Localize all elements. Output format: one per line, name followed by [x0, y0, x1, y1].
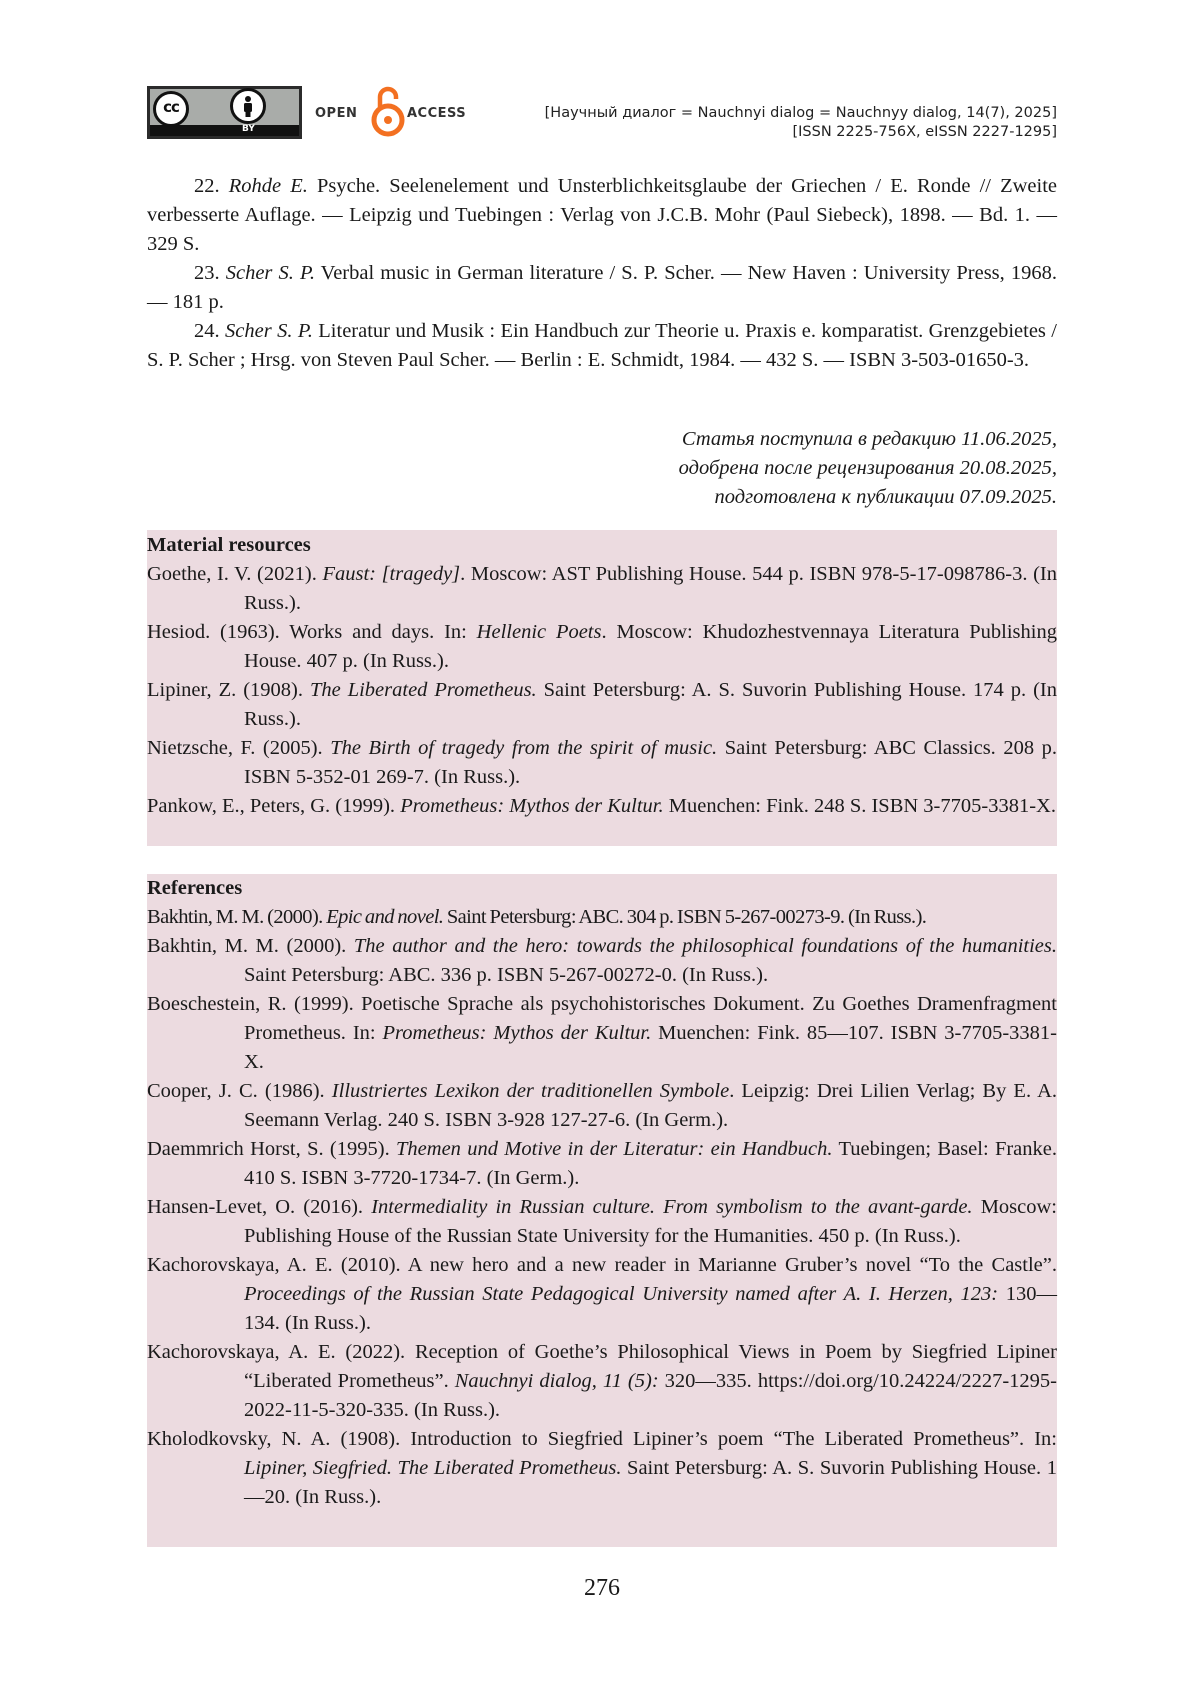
reference-entry: 24. Scher S. P. Literatur und Musik : Ein Handbuch zur Theorie u. Praxis e. komparatist. Grenzgebietes / S. P. Scher ; Hrsg. von Steven Paul Scher. — Berlin : E. Schmidt, 1984. — 432 S. — ISBN 3-503-01650-3. — [147, 320, 1057, 371]
access-label: ACCESS — [407, 106, 467, 121]
received-date: Статья поступила в редакцию 11.06.2025, — [681, 428, 1057, 450]
material-entry: Hesiod. (1963). Works and days. In: Hellenic Poets. Moscow: Khudozhestvennaya Literatura Publishing House. 407 p. (In Russ.). — [147, 621, 1057, 672]
cc-by-license-badge[interactable] — [147, 86, 302, 139]
prepared-date: подготовлена к публикации 07.09.2025. — [714, 486, 1057, 508]
reference-item: Kachorovskaya, A. E. (2022). Reception of Goethe’s Philosophical Views in Poem by Siegfried Lipiner “Liberated Prometheus”. Nauchnyi dialog, 11 (5): 320—335. https://doi.org/10.24224/2227-1295-2022-11-5-320-335. (In Russ.). — [147, 1341, 1057, 1421]
material-entry: Pankow, E., Peters, G. (1999). Prometheus: Mythos der Kultur. Muenchen: Fink. 248 S. ISBN 3-7705-3381-X. — [147, 795, 1056, 817]
reference-item: Kachorovskaya, A. E. (2010). A new hero and a new reader in Marianne Gruber’s novel “To the Castle”. Proceedings of the Russian State Pedagogical University named after A. I. Herzen, 123: 130—134. (In Russ.). — [147, 1254, 1057, 1334]
material-resources-title: Material resources — [147, 534, 311, 556]
page-number: 276 — [584, 1575, 620, 1601]
material-entry: Lipiner, Z. (1908). The Liberated Prometheus. Saint Petersburg: A. S. Suvorin Publishing House. 174 p. (In Russ.). — [147, 679, 1058, 730]
journal-citation: [Научный диалог = Nauchnyi dialog = Nauchnyy dialog, 14(7), 2025] — [544, 105, 1057, 121]
reference-entry: 22. Rohde E. Psyche. Seelenelement und Unsterblichkeitsglaube der Griechen / E. Ronde // Zweite verbesserte Auflage. — Leipzig und Tuebingen : Verlag von J.C.B. Mohr (Paul Siebeck), 1898. — Bd. 1. — 329 S. — [147, 175, 1058, 255]
reference-item: Bakhtin, M. M. (2000). The author and the hero: towards the philosophical foundations of the humanities. Saint Petersburg: ABC. 336 p. ISBN 5-267-00272-0. (In Russ.). — [147, 935, 1057, 986]
by-label: BY — [242, 124, 255, 134]
material-entry: Nietzsche, F. (2005). The Birth of tragedy from the spirit of music. Saint Petersburg: ABC Classics. 208 p. ISBN 5-352-01 269-7. (In Russ.). — [147, 737, 1057, 788]
article-dates — [679, 425, 1057, 512]
open-lock-icon — [371, 86, 405, 138]
journal-info — [545, 104, 1057, 142]
reference-item: Bakhtin, M. M. (2000). Epic and novel. Saint Petersburg: ABC. 304 p. ISBN 5-267-00273-9. (In Russ.). — [147, 906, 927, 928]
reference-item: Boeschestein, R. (1999). Poetische Sprache als psychohistorisches Dokument. Zu Goethes Dramenfragment Prometheus. In: Prometheus: Mythos der Kultur. Muenchen: Fink. 85—107. ISBN 3-7705-3381-X. — [147, 993, 1058, 1073]
journal-issn: [ISSN 2225-756X, eISSN 2227-1295] — [792, 124, 1057, 140]
references-list — [147, 903, 1057, 1512]
open-label: OPEN — [315, 106, 358, 121]
reference-item: Hansen-Levet, O. (2016). Intermediality in Russian culture. From symbolism to the avant-garde. Moscow: Publishing House of the Russian State University for the Humanities. 450 p. (In Russ.). — [147, 1196, 1057, 1247]
material-resources-list — [147, 560, 1057, 821]
approved-date: одобрена после рецензирования 20.08.2025, — [678, 457, 1057, 479]
page-header — [147, 86, 1057, 142]
reference-item: Cooper, J. C. (1986). Illustriertes Lexikon der traditionellen Symbole. Leipzig: Drei Lilien Verlag; By E. A. Seemann Verlag. 240 S. ISBN 3-928 127-27-6. (In Germ.). — [147, 1080, 1057, 1131]
material-entry: Goethe, I. V. (2021). Faust: [tragedy]. Moscow: AST Publishing House. 544 p. ISBN 978-5-17-098786-3. (In Russ.). — [147, 563, 1057, 614]
reference-item: Daemmrich Horst, S. (1995). Themen und Motive in der Literatur: ein Handbuch. Tuebingen; Basel: Franke. 410 S. ISBN 3-7720-1734-7. (In Germ.). — [147, 1138, 1058, 1189]
reference-entry: 23. Scher S. P. Verbal music in German literature / S. P. Scher. — New Haven : University Press, 1968. — 181 p. — [147, 262, 1058, 313]
cc-icon: cc — [153, 91, 189, 127]
numbered-references — [147, 172, 1057, 375]
references-title: References — [147, 877, 243, 899]
reference-item: Kholodkovsky, N. A. (1908). Introduction to Siegfried Lipiner’s poem “The Liberated Prometheus”. In: Lipiner, Siegfried. The Liberated Prometheus. Saint Petersburg: A. S. Suvorin Publishing House. 1—20. (In Russ.). — [147, 1428, 1057, 1508]
open-access-logo[interactable] — [315, 86, 465, 142]
attribution-person-icon — [230, 88, 266, 124]
